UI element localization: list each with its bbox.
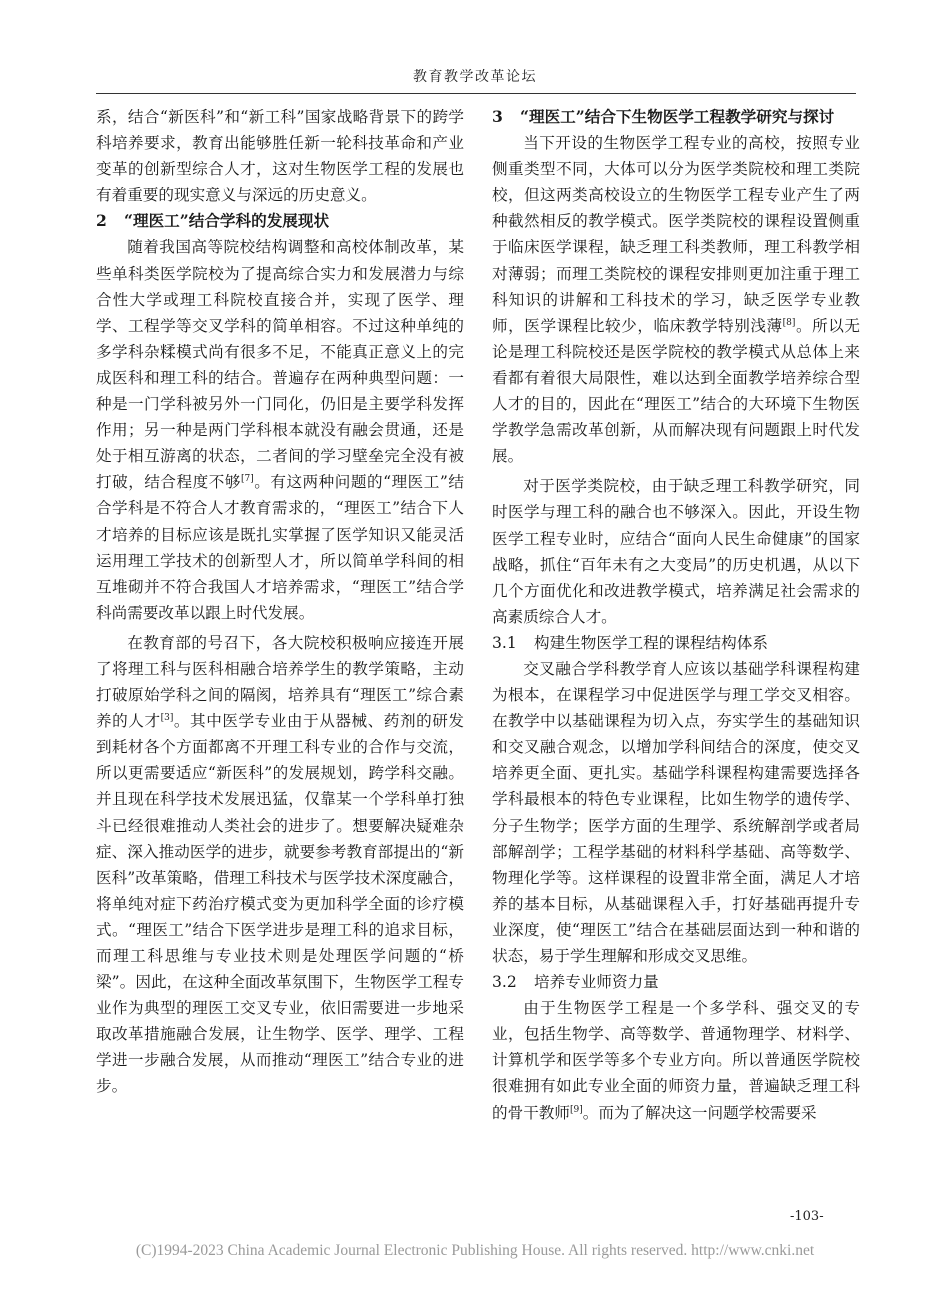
paragraph-text: 由于生物医学工程是一个多学科、强交叉的专业，包括生物学、高等数学、普通物理学、材料学、计算机学和医学等多个专业方向。所以普通医学院校很难拥有如此专业全面的师资力量，普遍缺乏理工科的骨干教师	[492, 999, 860, 1122]
citation: [9]	[569, 1104, 583, 1115]
section-heading-3	[492, 104, 860, 130]
paragraph-text: 当下开设的生物医学工程专业的高校，按照专业侧重类型不同，大体可以分为医学类院校和理工类院校，但这两类高校设立的生物医学工程专业产生了两种截然相反的教学模式。医学类院校的课程设置侧重于临床医学课程，缺乏理工科类教师，理工科教学相对薄弱；而理工类院校的课程安排则更加注重于理工科知识的讲解和工科技术的学习，缺乏医学专业教师，医学课程比较少，临床教学特别浅薄	[492, 134, 860, 335]
citation: [3]	[160, 713, 174, 724]
paragraph-text: 在教育部的号召下，各大院校积极响应接连开展了将理工科与医科相融合培养学生的教学策略，主动打破原始学科之间的隔阂，培养具有“理医工”综合素养的人才	[96, 633, 464, 731]
paragraph-text: 。有这两种问题的“理医工”结合学科是不符合人才教育需求的，“理医工”结合下人才培养的目标应该是既扎实掌握了医学知识又能灵活运用理工学技术的创新型人才，所以简单学科间的相互堆砌并不符合我国人才培养需求，“理医工”结合学科尚需要改革以跟上时代发展。	[96, 473, 464, 622]
paragraph	[492, 130, 860, 469]
copyright-footer: (C)1994-2023 China Academic Journal Electronic Publishing House. All rights reserved. http://www.cnki.net	[135, 1242, 815, 1259]
journal-header: 教育教学改革论坛	[413, 69, 537, 85]
subsection-heading-3-2	[492, 969, 860, 995]
subsection-number: 3.2	[492, 973, 517, 992]
page-number: -103-	[790, 1209, 824, 1224]
paragraph	[96, 234, 464, 625]
paragraph: 交叉融合学科教学育人应该以基础学科课程构建为根本，在课程学习中促进医学与理工学交叉相容。在教学中以基础课程为切入点，夯实学生的基础知识和交叉融合观念，以增加学科间结合的深度，使交叉培养更全面、更扎实。基础学科课程构建需要选择各学科最根本的特色专业课程，比如生物学的遗传学、分子生物学；医学方面的生理学、系统解剖学或者局部解剖学；工程学基础的材料科学基础、高等数学、物理化学等。这样课程的设置非常全面，满足人才培养的基本目标，从基础课程入手，打好基础再提升专业深度，使“理医工”结合在基础层面达到一种和谐的状态，易于学生理解和形成交叉思维。	[492, 659, 860, 965]
right-column	[492, 104, 860, 1126]
subsection-title: 构建生物医学工程的课程结构体系	[534, 633, 768, 652]
paragraph-continued: 系，结合“新医科”和“新工科”国家战略背景下的跨学科培养要求，教育出能够胜任新一轮科技革命和产业变革的创新型综合人才，这对生物医学工程的发展也有着重要的现实意义与深远的历史意义。	[96, 108, 464, 205]
citation: [8]	[782, 317, 796, 328]
paragraph	[96, 630, 464, 1100]
subsection-number: 3.1	[492, 633, 517, 652]
section-title: “理医工”结合学科的发展现状	[124, 211, 330, 231]
subsection-title: 培养专业师资力量	[534, 973, 659, 992]
citation: [7]	[240, 474, 254, 485]
section-heading-2	[96, 208, 464, 234]
header-rule	[96, 93, 856, 94]
paragraph-text: 。而为了解决这一问题学校需要采	[582, 1103, 817, 1122]
paragraph-text: 。其中医学专业由于从器械、药剂的研发到耗材各个方面都离不开理工科专业的合作与交流，所以更需要适应“新医科”的发展规划，跨学科交融。并且现在科学技术发展迅猛，仅靠某一个学科单打独斗已经很难推动人类社会的进步了。想要解决疑难杂症、深入推动医学的进步，就要参考教育部提出的“新医科”改革策略，借理工科技术与医学技术深度融合，将单纯对症下药治疗模式变为更加科学全面的诊疗模式。“理医工”结合下医学进步是理工科的追求目标，而理工科思维与专业技术则是处理医学问题的“桥梁”。因此，在这种全面改革氛围下，生物医学工程专业作为典型的理医工交叉专业，依旧需要进一步地采取改革措施融合发展，让生物学、医学、理学、工程学进一步融合发展，从而推动“理医工”结合专业的进步。	[96, 712, 464, 1096]
paragraph-text: 。所以无论是理工科院校还是医学院校的教学模式从总体上来看都有着很大局限性，难以达到全面教学培养综合型人才的目的，因此在“理医工”结合的大环境下生物医学教学急需改革创新，从而解决现有问题跟上时代发展。	[492, 316, 860, 466]
section-number: 3	[492, 107, 503, 126]
section-number: 2	[96, 211, 107, 231]
paragraph	[492, 995, 860, 1125]
paragraph-text: 随着我国高等院校结构调整和高校体制改革，某些单科类医学院校为了提高综合实力和发展潜力与综合性大学或理工科院校直接合并，实现了医学、理学、工程学等交叉学科的简单相容。不过这种单纯的多学科杂糅模式尚有很多不足，不能真正意义上的完成医科和理工科的结合。普遍存在两种典型问题：一种是一门学科被另外一门同化，仍旧是主要学科发挥作用；另一种是两门学科根本就没有融会贯通，还是处于相互游离的状态，二者间的学习壁垒完全没有被打破，结合程度不够	[96, 238, 464, 492]
section-title: “理医工”结合下生物医学工程教学研究与探讨	[520, 107, 835, 126]
subsection-heading-3-1	[492, 630, 860, 656]
paragraph: 对于医学类院校，由于缺乏理工科教学研究，同时医学与理工科的融合也不够深入。因此，开设生物医学工程专业时，应结合“面向人民生命健康”的国家战略，抓住“百年未有之大变局”的历史机遇，从以下几个方面优化和改进教学模式，培养满足社会需求的高素质综合人才。	[492, 477, 860, 626]
left-column	[96, 104, 464, 1100]
